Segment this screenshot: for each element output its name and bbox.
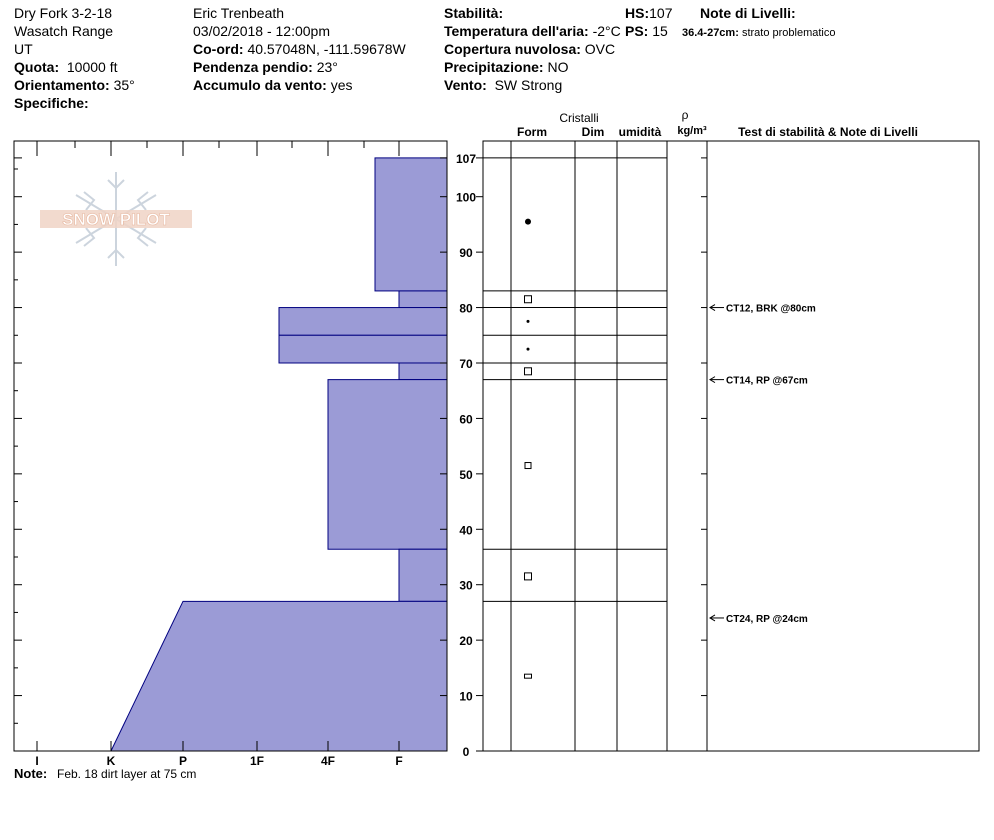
layer-table-columns bbox=[511, 141, 707, 751]
hs-label: HS: bbox=[625, 5, 650, 21]
grain-symbol-mixed bbox=[525, 463, 531, 469]
height-tick-label: 40 bbox=[459, 523, 473, 538]
grain-symbol-rounded bbox=[527, 320, 530, 323]
size-header: Dim bbox=[581, 125, 605, 139]
grain-symbol-faceted bbox=[525, 368, 532, 375]
coord-value: 40.57048N, -111.59678W bbox=[247, 41, 406, 57]
height-tick-label: 60 bbox=[459, 412, 473, 427]
hardness-layer-3 bbox=[279, 335, 447, 363]
site-name: Dry Fork 3-2-18 bbox=[14, 5, 113, 21]
height-tick-label: 20 bbox=[459, 634, 473, 649]
moisture-header: umidità bbox=[618, 125, 662, 139]
wind-load-value: yes bbox=[330, 77, 353, 93]
aspect-label: Orientamento: bbox=[14, 77, 110, 93]
wind-load-label: Accumulo da vento: bbox=[193, 77, 327, 93]
crystals-header: Cristalli bbox=[559, 111, 599, 125]
ps-value: 15 bbox=[652, 23, 668, 39]
precip-label: Precipitazione: bbox=[444, 59, 544, 75]
air-temp-label: Temperatura dell'aria: bbox=[444, 23, 589, 39]
form-header: Form bbox=[517, 125, 547, 139]
grain-symbol-rounded bbox=[527, 348, 530, 351]
cloud-value: OVC bbox=[584, 41, 616, 57]
height-tick-label: 90 bbox=[459, 246, 473, 261]
test-label: CT14, RP @67cm bbox=[726, 375, 808, 387]
wind-label: Vento: bbox=[444, 77, 487, 93]
slope-value: 23° bbox=[316, 59, 338, 75]
grain-symbol-decomposing bbox=[525, 219, 531, 225]
range-name: Wasatch Range bbox=[14, 23, 114, 39]
grain-symbol-faceted bbox=[525, 573, 532, 580]
hardness-tick-label: 1F bbox=[249, 754, 265, 768]
specifics-label: Specifiche: bbox=[14, 95, 89, 111]
hardness-tick-label: I bbox=[35, 754, 39, 768]
height-tick-label: 80 bbox=[459, 301, 473, 316]
aspect-value: 35° bbox=[113, 77, 135, 93]
ps-label: PS: bbox=[625, 23, 649, 39]
grain-symbol-faceted bbox=[525, 296, 532, 303]
hardness-tick-label: 4F bbox=[320, 754, 336, 768]
hardness-layer-4 bbox=[399, 363, 447, 380]
test-label: CT24, RP @24cm bbox=[726, 613, 808, 625]
hardness-tick-label: P bbox=[178, 754, 188, 768]
column-headers bbox=[517, 108, 918, 139]
hs-value: 107 bbox=[649, 5, 673, 21]
grain-symbol-crust bbox=[525, 674, 532, 678]
hardness-layer-0 bbox=[375, 158, 447, 291]
note-text: Feb. 18 dirt layer at 75 cm bbox=[57, 767, 197, 781]
cloud-label: Copertura nuvolosa: bbox=[444, 41, 581, 57]
state-name: UT bbox=[14, 41, 33, 57]
stability-label: Stabilità: bbox=[444, 5, 504, 21]
elevation-label: Quota: bbox=[14, 59, 60, 75]
air-temp-value: -2°C bbox=[592, 23, 621, 39]
snowpilot-logo bbox=[40, 172, 192, 266]
problem-range: 36.4-27cm: bbox=[682, 27, 739, 39]
hardness-layer-6 bbox=[399, 549, 447, 601]
height-tick-label: 50 bbox=[459, 467, 473, 482]
coord-label: Co-ord: bbox=[193, 41, 244, 57]
wind-value: SW Strong bbox=[494, 77, 563, 93]
hardness-layer-2 bbox=[279, 308, 447, 336]
hardness-layer-1 bbox=[399, 291, 447, 308]
obs-datetime: 03/02/2018 - 12:00pm bbox=[193, 23, 330, 39]
hardness-tick-label: K bbox=[106, 754, 116, 768]
hardness-tick-label: F bbox=[395, 754, 403, 768]
tests-header: Test di stabilità & Note di Livelli bbox=[738, 125, 918, 139]
slope-label: Pendenza pendio: bbox=[193, 59, 313, 75]
observer-name: Eric Trenbeath bbox=[193, 5, 285, 21]
layer-table-frame bbox=[483, 141, 979, 751]
height-tick-label: 0 bbox=[462, 745, 470, 759]
height-tick-label: 70 bbox=[459, 356, 473, 371]
hardness-layer-5 bbox=[328, 380, 447, 550]
stability-tests bbox=[710, 304, 816, 625]
logo-text: SNOW PILOT bbox=[62, 210, 170, 229]
elevation-value: 10000 ft bbox=[66, 59, 118, 75]
height-tick-label: 107 bbox=[455, 151, 477, 166]
grain-forms bbox=[525, 219, 532, 679]
note-label: Note: bbox=[14, 766, 48, 781]
height-tick-label: 30 bbox=[459, 578, 473, 593]
test-label: CT12, BRK @80cm bbox=[726, 303, 816, 315]
height-tick-label: 100 bbox=[455, 190, 477, 205]
height-tick-label: 10 bbox=[459, 689, 473, 704]
precip-value: NO bbox=[547, 59, 569, 75]
problem-text: strato problematico bbox=[741, 27, 836, 39]
hardness-profile bbox=[111, 158, 447, 751]
density-unit: kg/m³ bbox=[677, 125, 707, 137]
table-ticks bbox=[701, 158, 707, 751]
layer-notes-title: Note di Livelli: bbox=[700, 5, 796, 21]
hardness-layer-7 bbox=[111, 601, 447, 751]
density-symbol: ρ bbox=[681, 108, 689, 122]
